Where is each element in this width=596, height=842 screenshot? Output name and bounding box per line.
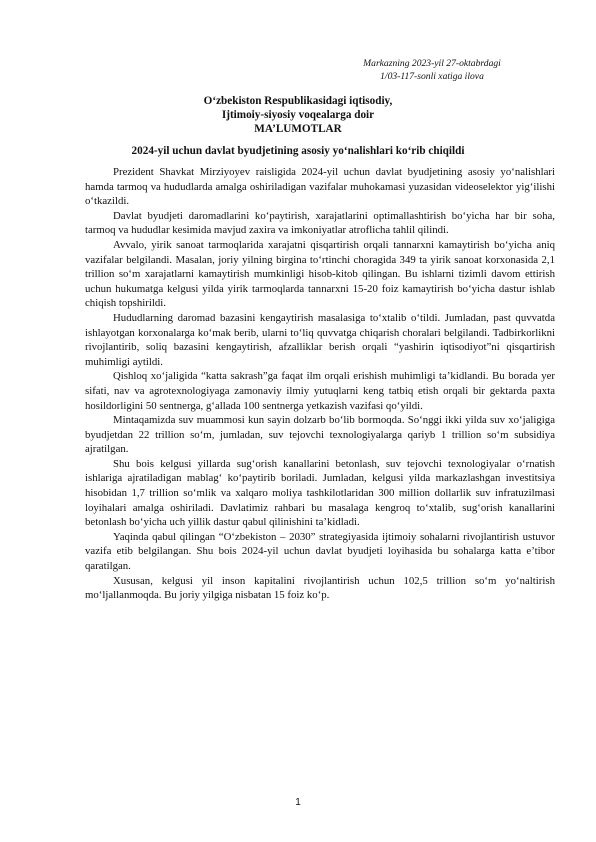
- page-number: 1: [295, 797, 301, 808]
- paragraph: Davlat byudjeti daromadlarini ko‘paytirish, xarajatlarini optimallashtirish bo‘yicha har bir soha, tarmoq va hududlar kesimida mavjud zaxira va imkoniyatlar atroflicha tahlil qilindi.: [85, 209, 555, 237]
- title-line-2: Ijtimoiy-siyosiy voqealarga doir: [221, 109, 375, 121]
- paragraph: Hududlarning daromad bazasini kengaytirish masalasiga to‘xtalib o‘tildi. Jumladan, past quvvatda ishlayotgan korxonalarga ko‘mak berib, ularni to‘liq quvvatga chiqarish choralari belgilandi. Tadbirkorlikni rivojlantirib, soliq bazasini kengaytirish, afzalliklar berish orqali “yashirin iqtisodiyot”ni qisqartirish muhimligi aytildi.: [85, 311, 555, 368]
- paragraph: Mintaqamizda suv muammosi kun sayin dolzarb bo‘lib bormoqda. So‘nggi ikki yilda suv xo‘jaligiga byudjetdan 22 trillion so‘m, jumladan, suv tejovchi texnologiyalarga qariyb 1 trillion so‘m subsidiya ajratilgan.: [85, 414, 555, 456]
- document-title: [0, 94, 596, 136]
- paragraph: Xususan, kelgusi yil inson kapitalini rivojlantirish uchun 102,5 trillion so‘m yo‘naltirish mo‘ljallanmoqda. Bu joriy yilgiga nisbatan 15 foiz ko‘p.: [85, 574, 555, 602]
- appendix-note: [312, 58, 552, 83]
- appendix-line-1: Markazning 2023-yil 27-oktabrdagi: [363, 58, 501, 69]
- title-line-1: O‘zbekiston Respublikasidagi iqtisodiy,: [203, 95, 393, 107]
- paragraph: Shu bois kelgusi yillarda sug‘orish kanallarini betonlash, suv tejovchi texnologiyalar o‘rnatish ishlariga ajratiladigan mablag‘ ko‘paytirib boriladi. Jumladan, kelgusi yilda markazlashgan investitsiya hisobidan 1,7 trillion so‘mlik va xalqaro moliya tashkilotlaridan 300 million dollarlik suv infratuzilmasi loyihalari amalga oshiriladi. Davlatimiz rahbari bu masalaga kengroq to‘xtalib, sug‘orish kanallarini betonlash bo‘yicha uch yillik dastur qabul qilinishini ta’kidladi.: [85, 457, 555, 529]
- paragraph: Prezident Shavkat Mirziyoyev raisligida 2024-yil uchun davlat byudjetining asosiy yo‘nalishlari hamda tarmoq va hududlarda amalga oshiriladigan vazifalar muhokamasi yuzasidan videoselektor yig‘ilishi o‘tkazildi.: [85, 166, 555, 208]
- paragraph: Qishloq xo‘jaligida “katta sakrash”ga faqat ilm orqali erishish muhimligi ta’kidlandi. Bu borada yer sifati, nav va agrotexnologiyaga zamonaviy ilmiy yutuqlarni keng tatbiq etish orqali bir gektarda paxta hosildorligini 50 sentnerga, g‘allada 100 sentnerga yetkazish vazifasi qo‘yildi.: [85, 370, 555, 412]
- paragraph: Avvalo, yirik sanoat tarmoqlarida xarajatni qisqartirish orqali tannarxni kamaytirish bo‘yicha aniq vazifalar belgilandi. Masalan, joriy yilning birgina to‘rtinchi choragida 349 ta yirik sanoat korxonasida 2,1 trillion so‘m xarajatlarni kamaytirish mumkinligi hisob-kitob qilingan. Bu ishlarni tizimli davom ettirish uchun hukumatga kelgusi yilda yirik tarmoqlarda tannarxni 15-20 foiz kamaytirish bo‘yicha dastur ishlab chiqish topshirildi.: [85, 238, 555, 310]
- section-heading: 2024-yil uchun davlat byudjetining asosiy yo‘nalishlari ko‘rib chiqildi: [131, 145, 465, 157]
- document-body: [85, 165, 555, 603]
- appendix-line-2: 1/03-117-sonli xatiga ilova: [380, 70, 484, 82]
- title-line-3: MA’LUMOTLAR: [254, 123, 342, 135]
- paragraph: Yaqinda qabul qilingan “O‘zbekiston – 2030” strategiyasida ijtimoiy sohalarni rivojlantirish ustuvor vazifa etib belgilangan. Shu bois 2024-yil uchun davlat byudjeti loyihasida bu sohalarga katta e’tibor qaratilgan.: [85, 530, 555, 573]
